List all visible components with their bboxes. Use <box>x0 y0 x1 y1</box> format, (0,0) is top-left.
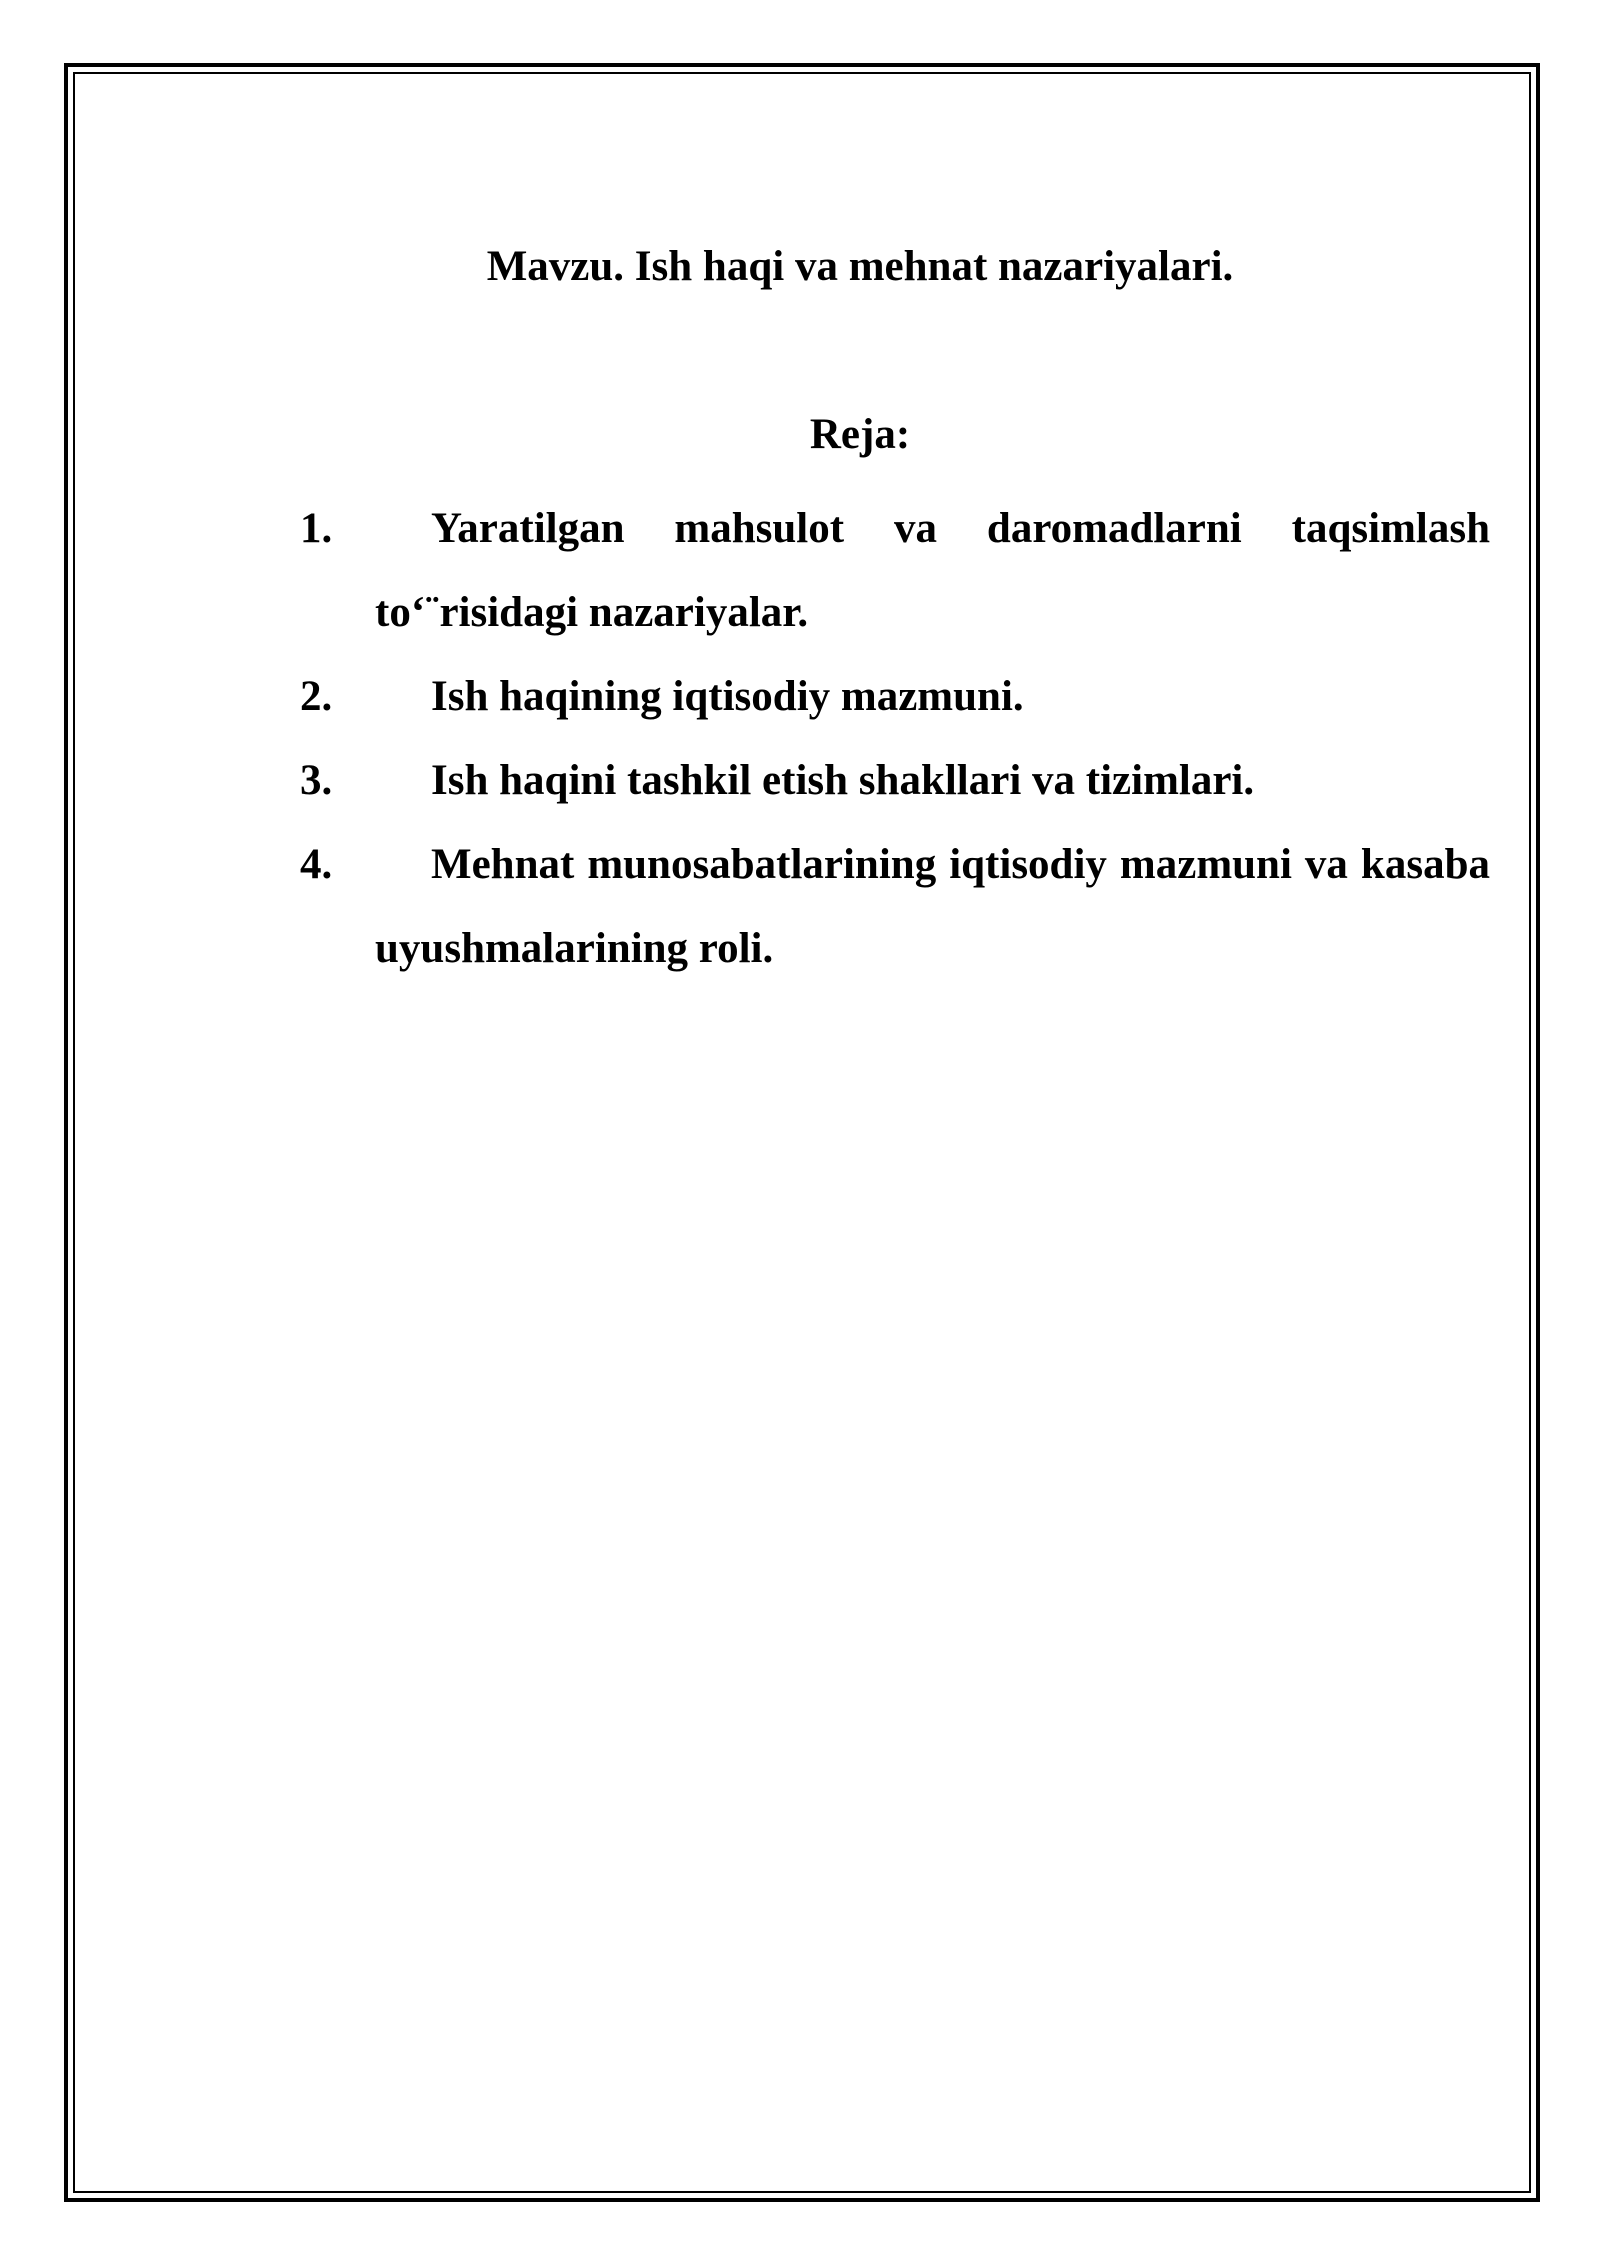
page-border-inner <box>73 72 1531 2193</box>
plan-item <box>300 487 1490 655</box>
plan-item <box>300 739 1490 823</box>
plan-item-text: Yaratilgan mahsulot va daromadlarni taqsimlash to‘¨risidagi nazariyalar. <box>375 505 1490 636</box>
plan-item-text: Ish haqining iqtisodiy mazmuni. <box>431 673 1024 720</box>
plan-item <box>300 655 1490 739</box>
plan-item <box>300 823 1490 991</box>
plan-item-text: Mehnat munosabatlarining iqtisodiy mazmuni va kasaba uyushmalarining roli. <box>375 841 1490 972</box>
plan-item-number: 3. <box>300 757 333 804</box>
plan-item-number: 4. <box>300 841 333 888</box>
plan-list <box>300 487 1490 991</box>
plan-item-number: 2. <box>300 673 333 720</box>
plan-heading: Reja: <box>809 411 911 458</box>
plan-item-text: Ish haqini tashkil etish shakllari va tizimlari. <box>431 757 1255 804</box>
document-title: Mavzu. Ish haqi va mehnat nazariyalari. <box>486 243 1234 290</box>
plan-item-number: 1. <box>300 505 333 552</box>
